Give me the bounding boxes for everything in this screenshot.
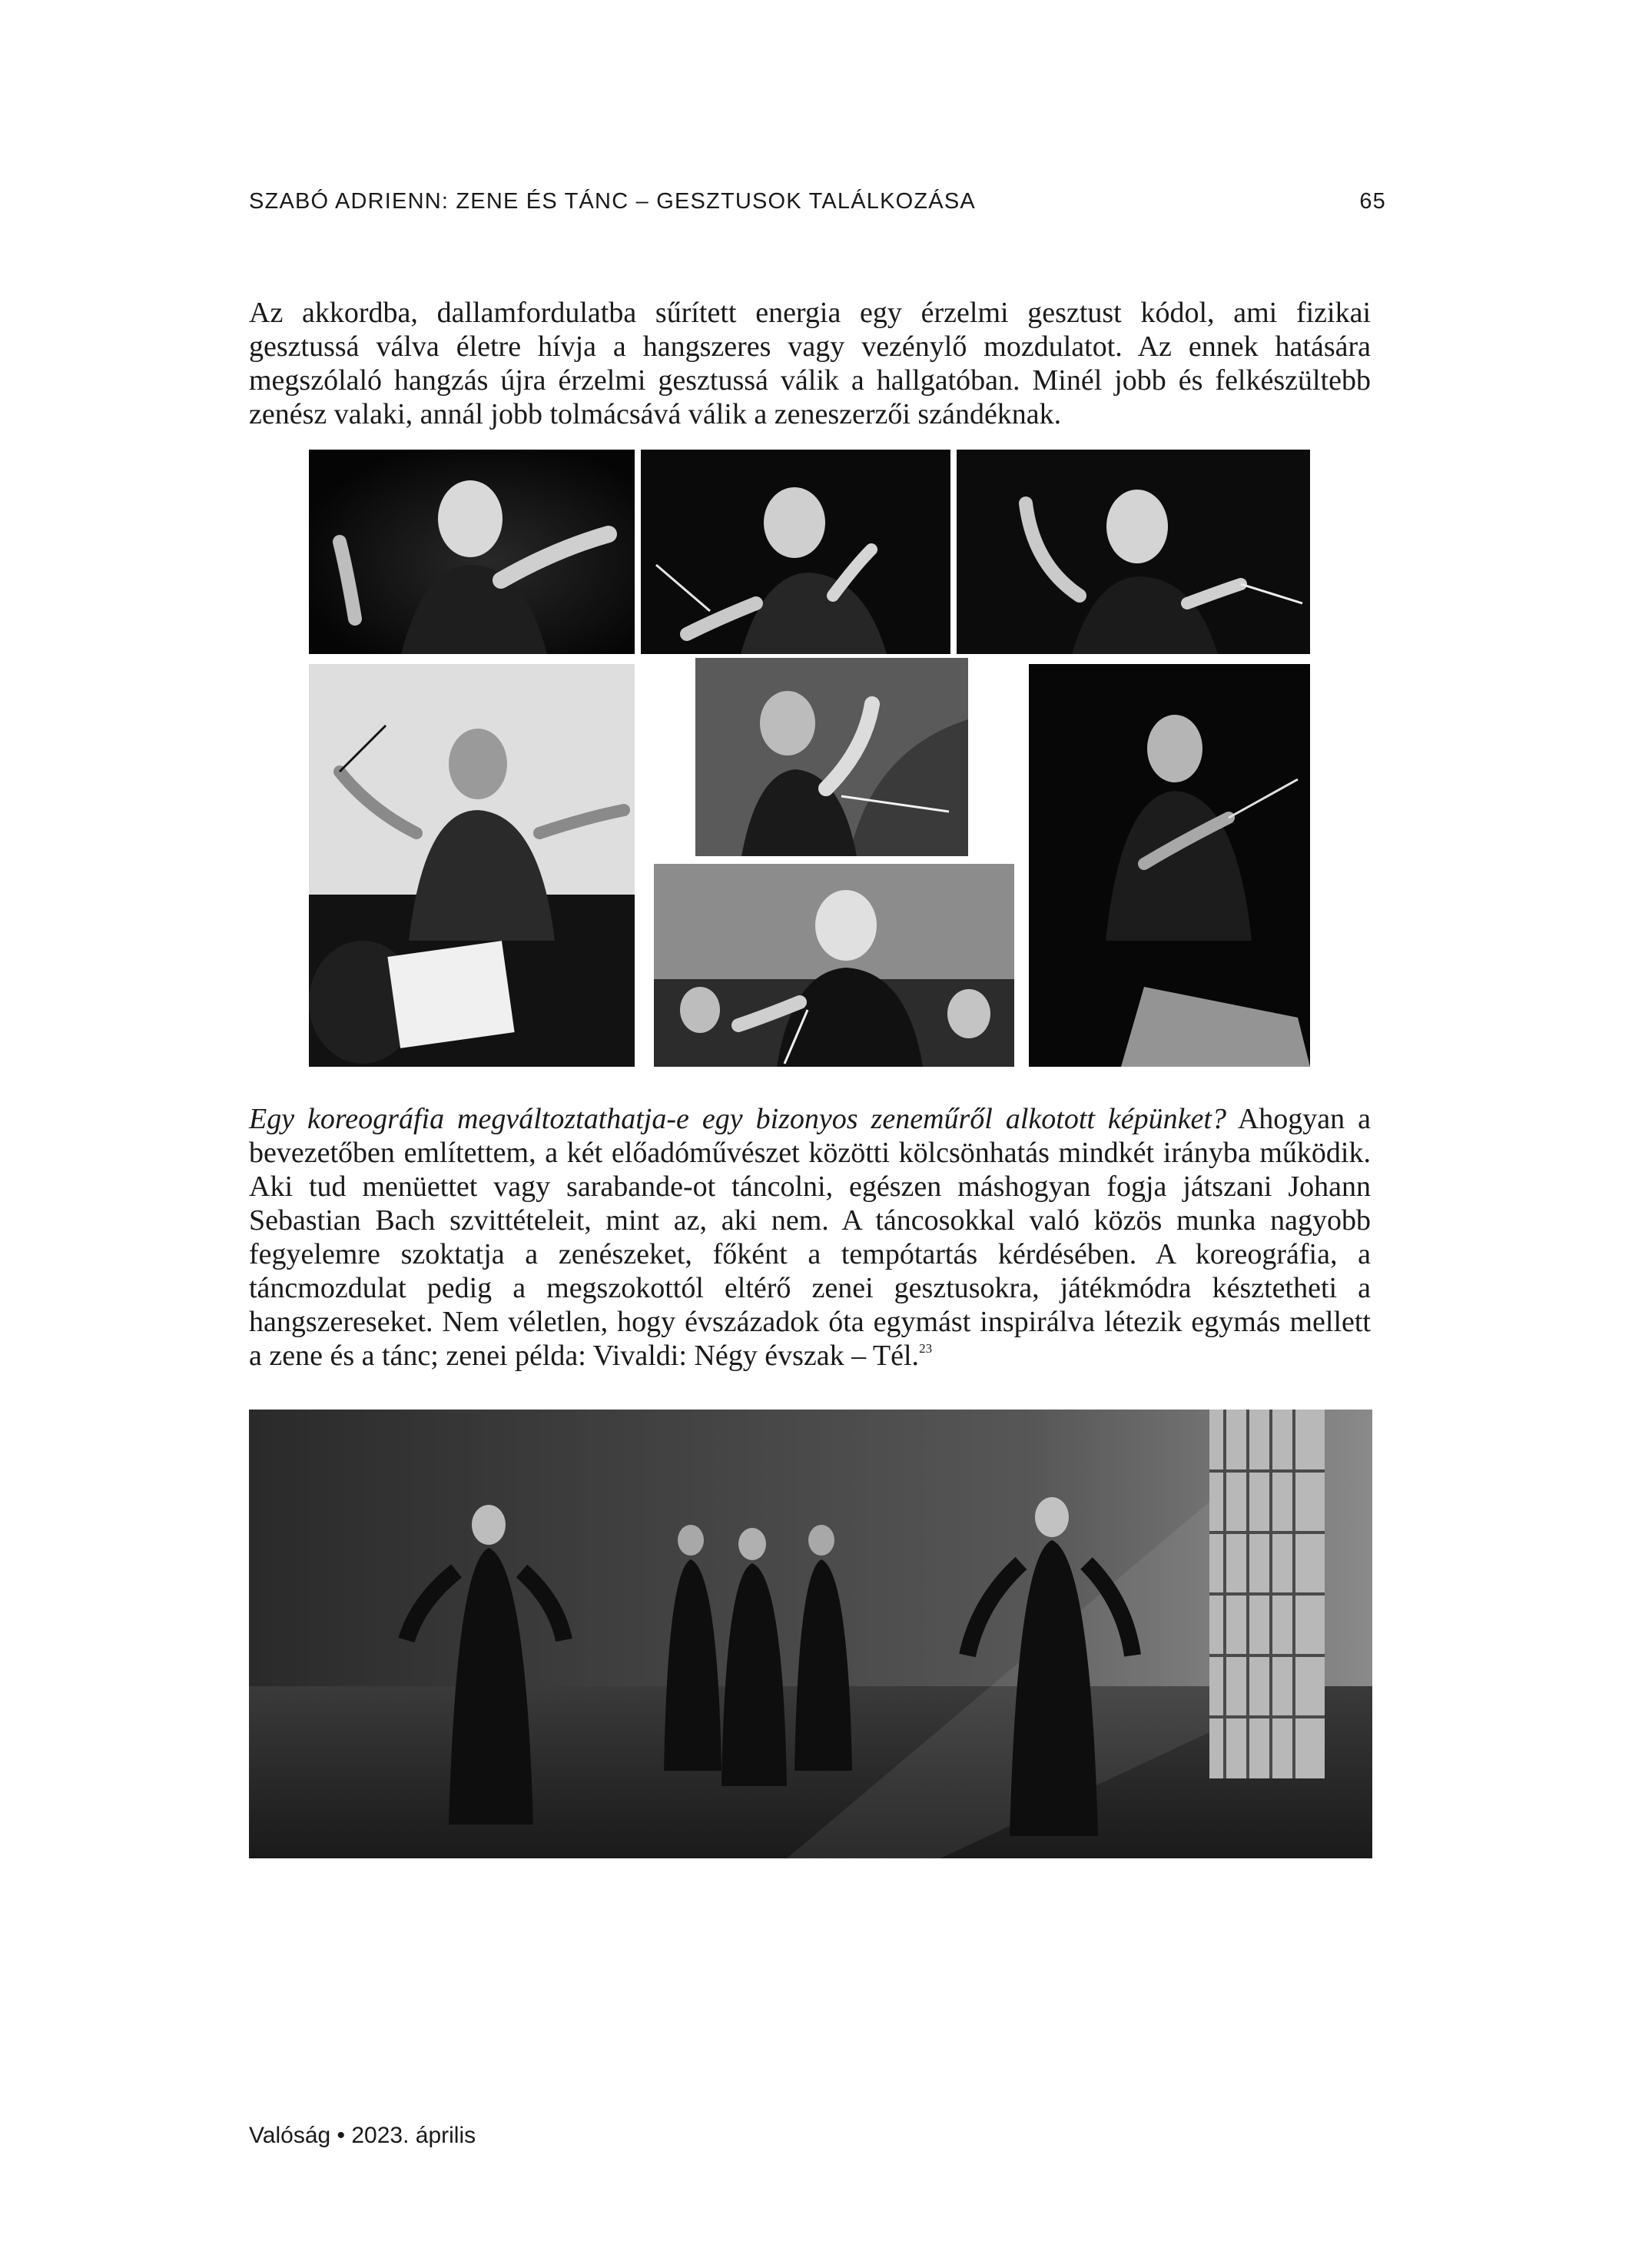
conductor-photo-2 xyxy=(641,450,950,654)
conductor-photo-5 xyxy=(695,658,968,856)
page-number: 65 xyxy=(1359,189,1386,214)
paragraph-2-question: Egy koreográfia megváltoztathatja-e egy bizonyos zeneműről alkotott képünket? xyxy=(249,1103,1226,1135)
running-title: SZABÓ ADRIENN: ZENE ÉS TÁNC – GESZTUSOK TALÁLKOZÁSA xyxy=(249,189,976,214)
conductor-photo-1 xyxy=(309,450,635,654)
paragraph-2 xyxy=(249,1102,1371,1373)
conductor-photo-7 xyxy=(1029,664,1310,1067)
running-header xyxy=(249,189,1386,223)
footnote-ref: 23 xyxy=(919,1341,933,1356)
conductor-photo-3 xyxy=(957,450,1310,654)
paragraph-2-body: Ahogyan a bevezetőben említettem, a két előadóművészet közötti kölcsönhatás mindkét irányba működik. Aki tud menüettet vagy sarabande-ot táncolni, egészen máshogyan fogja játszani Johann Sebastian Bach szvittételeit, mint az, aki nem. A táncosokkal való közös munka nagyobb fegyelemre szoktatja a zenészeket, főként a tempótartás kérdésében. A koreográfia, a táncmozdulat pedig a megszokottól eltérő zenei gesztusokra, játékmódra késztetheti a hangszereseket. Nem véletlen, hogy évszázadok óta egymást inspirálva létezik egymás mellett a zene és a tánc; zenei példa: Vivaldi: Négy évszak – Tél. xyxy=(249,1103,1371,1372)
footer: Valóság • 2023. április xyxy=(249,2123,476,2148)
dancers-photo xyxy=(249,1410,1372,1858)
conductor-photo-6 xyxy=(654,864,1014,1067)
conductor-photo-4 xyxy=(309,664,635,1067)
paragraph-1: Az akkordba, dallamfordulatba sűrített energia egy érzelmi gesztust kódol, ami fizikai gesztussá válva életre hívja a hangszeres vagy vezénylő mozdulatot. Az ennek hatására megszólaló hangzás újra érzelmi gesztussá válik a hallgatóban. Minél jobb és felkészültebb zenész valaki, annál jobb tolmácsává válik a zeneszerzői szándéknak. xyxy=(249,297,1371,430)
